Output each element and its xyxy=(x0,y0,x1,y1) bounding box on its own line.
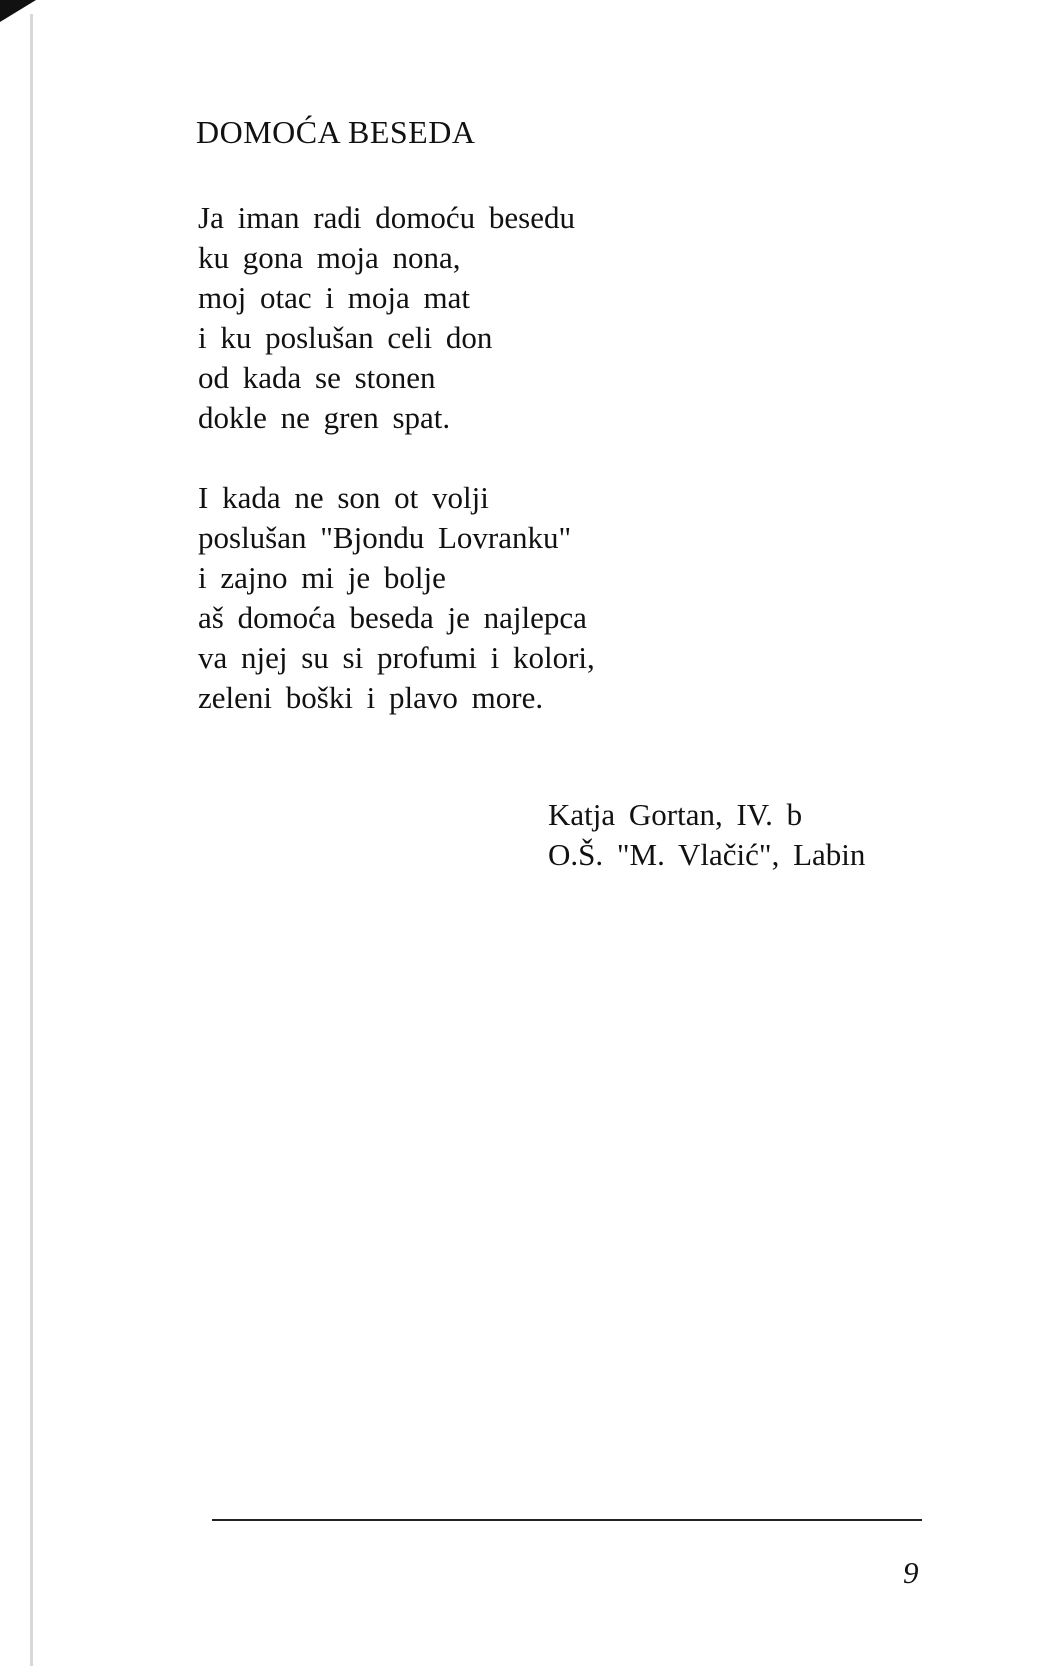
poem-line: zeleni boški i plavo more. xyxy=(198,680,544,715)
stanza-1 xyxy=(198,198,575,438)
footer-divider xyxy=(212,1519,922,1521)
poem-line: i ku poslušan celi don xyxy=(198,320,493,355)
poem-line: va njej su si profumi i kolori, xyxy=(198,640,595,675)
poem-line: poslušan "Bjondu Lovranku" xyxy=(198,520,572,555)
poem-line: aš domoća beseda je najlepca xyxy=(198,600,587,635)
page-number: 9 xyxy=(903,1555,919,1590)
poem-line: I kada ne son ot volji xyxy=(198,480,489,515)
binding-edge xyxy=(30,14,33,1666)
poem-line: i zajno mi je bolje xyxy=(198,560,446,595)
poem-title: DOMOĆA BESEDA xyxy=(196,114,476,150)
author-signature xyxy=(548,795,865,875)
poem-line: od kada se stonen xyxy=(198,360,436,395)
author-school: O.Š. "M. Vlačić", Labin xyxy=(548,837,866,872)
scan-corner-mark xyxy=(0,0,36,22)
poem-line: Ja iman radi domoću besedu xyxy=(198,200,575,235)
author-name: Katja Gortan, IV. b xyxy=(548,797,803,832)
poem-line: moj otac i moja mat xyxy=(198,280,470,315)
poem-line: dokle ne gren spat. xyxy=(198,400,451,435)
stanza-2 xyxy=(198,478,595,718)
poem-line: ku gona moja nona, xyxy=(198,240,461,275)
